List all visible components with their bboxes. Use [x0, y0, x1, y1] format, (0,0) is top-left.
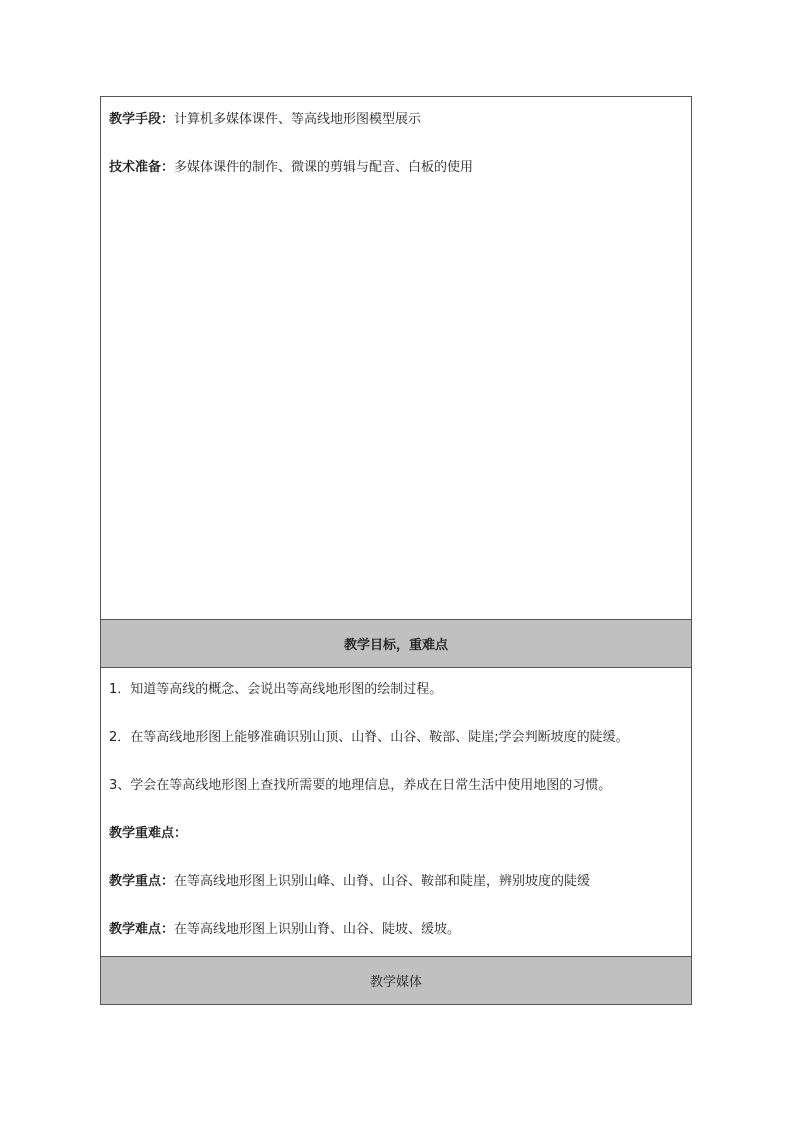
- teaching-means-line: [109, 112, 421, 128]
- objective-item-1: 1．知道等高线的概念、会说出等高线地形图的绘制过程。: [109, 682, 443, 697]
- teaching-means-label: 教学手段：: [109, 112, 175, 127]
- teaching-means-text: 计算机多媒体课件、等高线地形图模型展示: [174, 112, 422, 127]
- tech-prep-label: 技术准备：: [109, 160, 175, 175]
- lesson-plan-table: [100, 96, 692, 1005]
- difficult-point-text: 在等高线地形图上识别山脊、山谷、陡坡、缓坡。: [174, 922, 461, 937]
- means-section: [101, 97, 691, 620]
- key-point-text: 在等高线地形图上识别山峰、山脊、山谷、鞍部和陡崖，辨别坡度的陡缓: [174, 874, 591, 889]
- media-header: 教学媒体: [101, 957, 691, 1004]
- key-point-line: [109, 874, 590, 890]
- key-point-label: 教学重点：: [109, 874, 175, 889]
- tech-prep-line: [109, 160, 473, 176]
- objective-item-2: 2．在等高线地形图上能够准确识别山顶、山脊、山谷、鞍部、陡崖;学会判断坡度的陡缓。: [109, 730, 629, 745]
- objectives-header: 教学目标，重难点: [101, 620, 691, 668]
- objectives-section: [101, 668, 691, 957]
- difficult-point-line: [109, 922, 460, 938]
- key-difficult-title: 教学重难点：: [109, 826, 188, 841]
- tech-prep-text: 多媒体课件的制作、微课的剪辑与配音、白板的使用: [174, 160, 474, 175]
- difficult-point-label: 教学难点：: [109, 922, 175, 937]
- objective-item-3: 3、学会在等高线地形图上查找所需要的地理信息，养成在日常生活中使用地图的习惯。: [109, 778, 612, 793]
